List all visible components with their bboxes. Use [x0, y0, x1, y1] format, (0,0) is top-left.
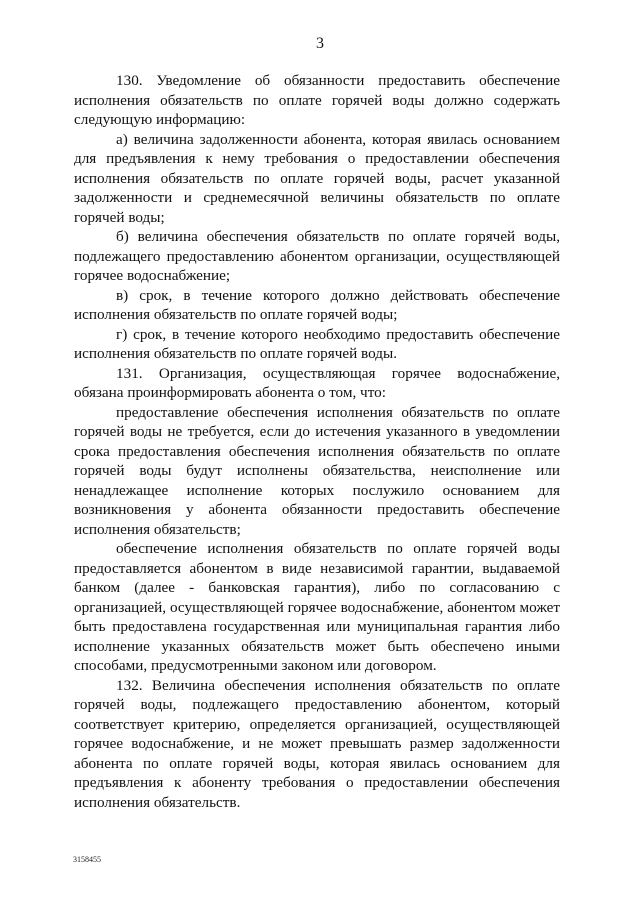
- document-body: [74, 71, 560, 812]
- paragraph-130: 130. Уведомление об обязанности предоставить обеспечение исполнения обязательств по оплате горячей воды должно содержать следующую информацию:: [74, 72, 560, 128]
- paragraph-132: 132. Величина обеспечения исполнения обязательств по оплате горячей воды, подлежащего предоставлению абонентом, который соответствует критерию, определяется организацией, осуществляющей горячее водоснабжение, и не может превышать размер задолженности абонента по оплате горячей воды, которая явилась основанием для предъявления к абоненту требования о предоставлении обеспечения исполнения обязательств.: [74, 676, 560, 811]
- paragraph-130-v: в) срок, в течение которого должно действовать обеспечение исполнения обязательств по оплате горячей воды;: [74, 286, 560, 323]
- paragraph-130-g: г) срок, в течение которого необходимо предоставить обеспечение исполнения обязательств по оплате горячей воды.: [74, 325, 560, 362]
- page-number: 3: [316, 35, 324, 52]
- document-code: 3158455: [73, 855, 101, 864]
- paragraph-131: 131. Организация, осуществляющая горячее водоснабжение, обязана проинформировать абонента о том, что:: [74, 364, 560, 401]
- paragraph-131-item-1: предоставление обеспечения исполнения обязательств по оплате горячей воды не требуется, если до истечения указанного в уведомлении срока предоставления обеспечения исполнения обязательств по оплате горячей воды будут исполнены обязательства, неисполнение или ненадлежащее исполнение которых послужило основанием для возникновения у абонента обязанности предоставить обеспечение исполнения обязательств;: [74, 403, 560, 538]
- paragraph-130-a: а) величина задолженности абонента, которая явилась основанием для предъявления к нему требования о предоставлении обеспечения исполнения обязательств по оплате горячей воды, расчет указанной задолженности и среднемесячной величины обязательств по оплате горячей воды;: [74, 130, 560, 226]
- paragraph-130-b: б) величина обеспечения обязательств по оплате горячей воды, подлежащего предоставлению абонентом организации, осуществляющей горячее водоснабжение;: [74, 228, 560, 284]
- paragraph-131-item-2: обеспечение исполнения обязательств по оплате горячей воды предоставляется абонентом в виде независимой гарантии, выдаваемой банком (далее - банковская гарантия), либо по согласованию с организацией, осуществляющей горячее водоснабжение, абонентом может быть предоставлена государственная или муниципальная гарантия либо исполнение указанных обязательств может быть обеспечено иными способами, предусмотренными законом или договором.: [74, 540, 560, 674]
